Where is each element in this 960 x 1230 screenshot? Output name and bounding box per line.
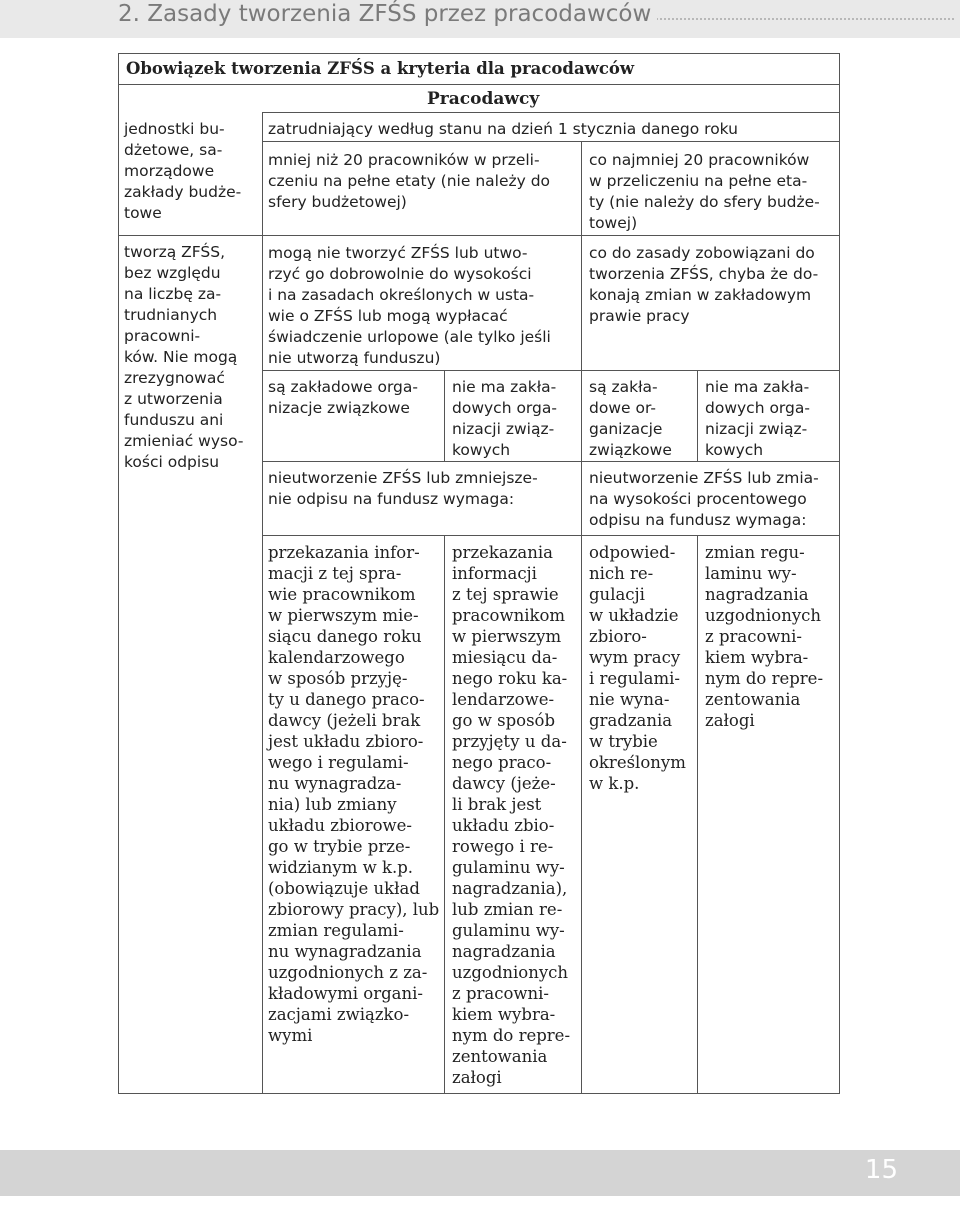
divider xyxy=(262,141,840,142)
twenty-plus-without-unions-requirement: zmian regu- laminu wy- nagradzania uzgodnionych z pracowni- kiem wybra- nym do repre- zentowania załogi xyxy=(705,543,824,730)
under-20-with-unions-requirement: przekazania infor- macji z tej spra- wie pracownikom w pierwszym mie- siącu danego roku kalendarzowego w sposób przyję- ty u danego praco- dawcy (jeżeli brak jest układu zbioro- wego i regulami- nu wynagradza- nia) lub zmiany układu zbiorowe- go w trybie prze- widzianym w k.p. (obowiązuje układ zbiorowy pracy), lub zmian regulami- nu wynagradzania uzgodnionych z za- kładowymi organi- zacjami związko- wymi xyxy=(268,543,440,1045)
employment-criterion: zatrudniający według stanu na dzień 1 stycznia danego roku xyxy=(268,120,739,138)
divider xyxy=(697,370,698,461)
chapter-title: 2. Zasady tworzenia ZFŚS przez pracodawców xyxy=(118,1,657,27)
under-20-label: mniej niż 20 pracowników w przeli- czeniu na pełne etaty (nie należy do sfery budżetowej) xyxy=(268,151,551,211)
table-title: Obowiązek tworzenia ZFŚS a kryteria dla pracodawców xyxy=(126,59,635,78)
twenty-plus-without-unions: nie ma zakła- dowych orga- nizacji związ- kowych xyxy=(705,378,810,459)
divider xyxy=(118,84,840,85)
page-footer-bar xyxy=(0,1150,960,1196)
divider xyxy=(581,141,582,1094)
twenty-plus-label: co najmniej 20 pracowników w przeliczeniu na pełne eta- ty (nie należy do sfery budże- towej) xyxy=(589,151,820,232)
under-20-rule: mogą nie tworzyć ZFŚS lub utwo- rzyć go dobrowolnie do wysokości i na zasadach określonych w usta- wie o ZFŚS lub mogą wypłacać świadczenie urlopowe (ale tylko jeśli nie utworzą funduszu) xyxy=(268,244,551,367)
under-20-requirement-heading: nieutworzenie ZFŚS lub zmniejsze- nie odpisu na fundusz wymaga: xyxy=(268,469,538,508)
header-dotted-rule xyxy=(628,18,954,20)
divider xyxy=(262,461,840,462)
pracodawcy-header: Pracodawcy xyxy=(427,89,540,109)
twenty-plus-with-unions: są zakła- dowe or- ganizacje związkowe xyxy=(589,378,672,459)
divider xyxy=(262,370,840,371)
divider xyxy=(444,370,445,461)
budget-units-rule: tworzą ZFŚS, bez względu na liczbę za- trudnianych pracowni- ków. Nie mogą zrezygnować z utworzenia funduszu ani zmieniać wyso- kości odpisu xyxy=(124,243,244,471)
twenty-plus-rule: co do zasady zobowiązani do tworzenia ZFŚS, chyba że do- konają zmian w zakładowym prawie pracy xyxy=(589,244,819,325)
under-20-without-unions: nie ma zakła- dowych orga- nizacji związ- kowych xyxy=(452,378,557,459)
chapter-header-bar xyxy=(0,0,960,38)
twenty-plus-requirement-heading: nieutworzenie ZFŚS lub zmia- na wysokości procentowego odpisu na fundusz wymaga: xyxy=(589,469,819,529)
divider xyxy=(118,235,840,236)
under-20-without-unions-requirement: przekazania informacji z tej sprawie pracownikom w pierwszym miesiącu da- nego roku ka- lendarzowe- go w sposób przyjętу u da- nego praco- dawcy (jeże- li brak jest układu zbio- rowego i re- gulaminu wy- nagradzania), lub zmian re- gulaminu wy- nagradzania uzgodnionych z pracowni- kiem wybra- nym do repre- zentowania załogi xyxy=(452,543,571,1087)
twenty-plus-with-unions-requirement: odpowied- nich re- gulacji w układzie zbioro- wym pracy i regulami- nie wyna- gradzania w trybie określonym w k.p. xyxy=(589,543,686,793)
under-20-with-unions: są zakładowe orga- nizacje związkowe xyxy=(268,378,418,417)
budget-units-label: jednostki bu- dżetowe, sa- morządowe zakłady budże- towe xyxy=(124,120,242,222)
divider xyxy=(444,535,445,1094)
divider xyxy=(262,112,263,1094)
divider xyxy=(262,112,840,113)
divider xyxy=(262,535,840,536)
page-number: 15 xyxy=(864,1155,898,1185)
divider xyxy=(697,535,698,1094)
